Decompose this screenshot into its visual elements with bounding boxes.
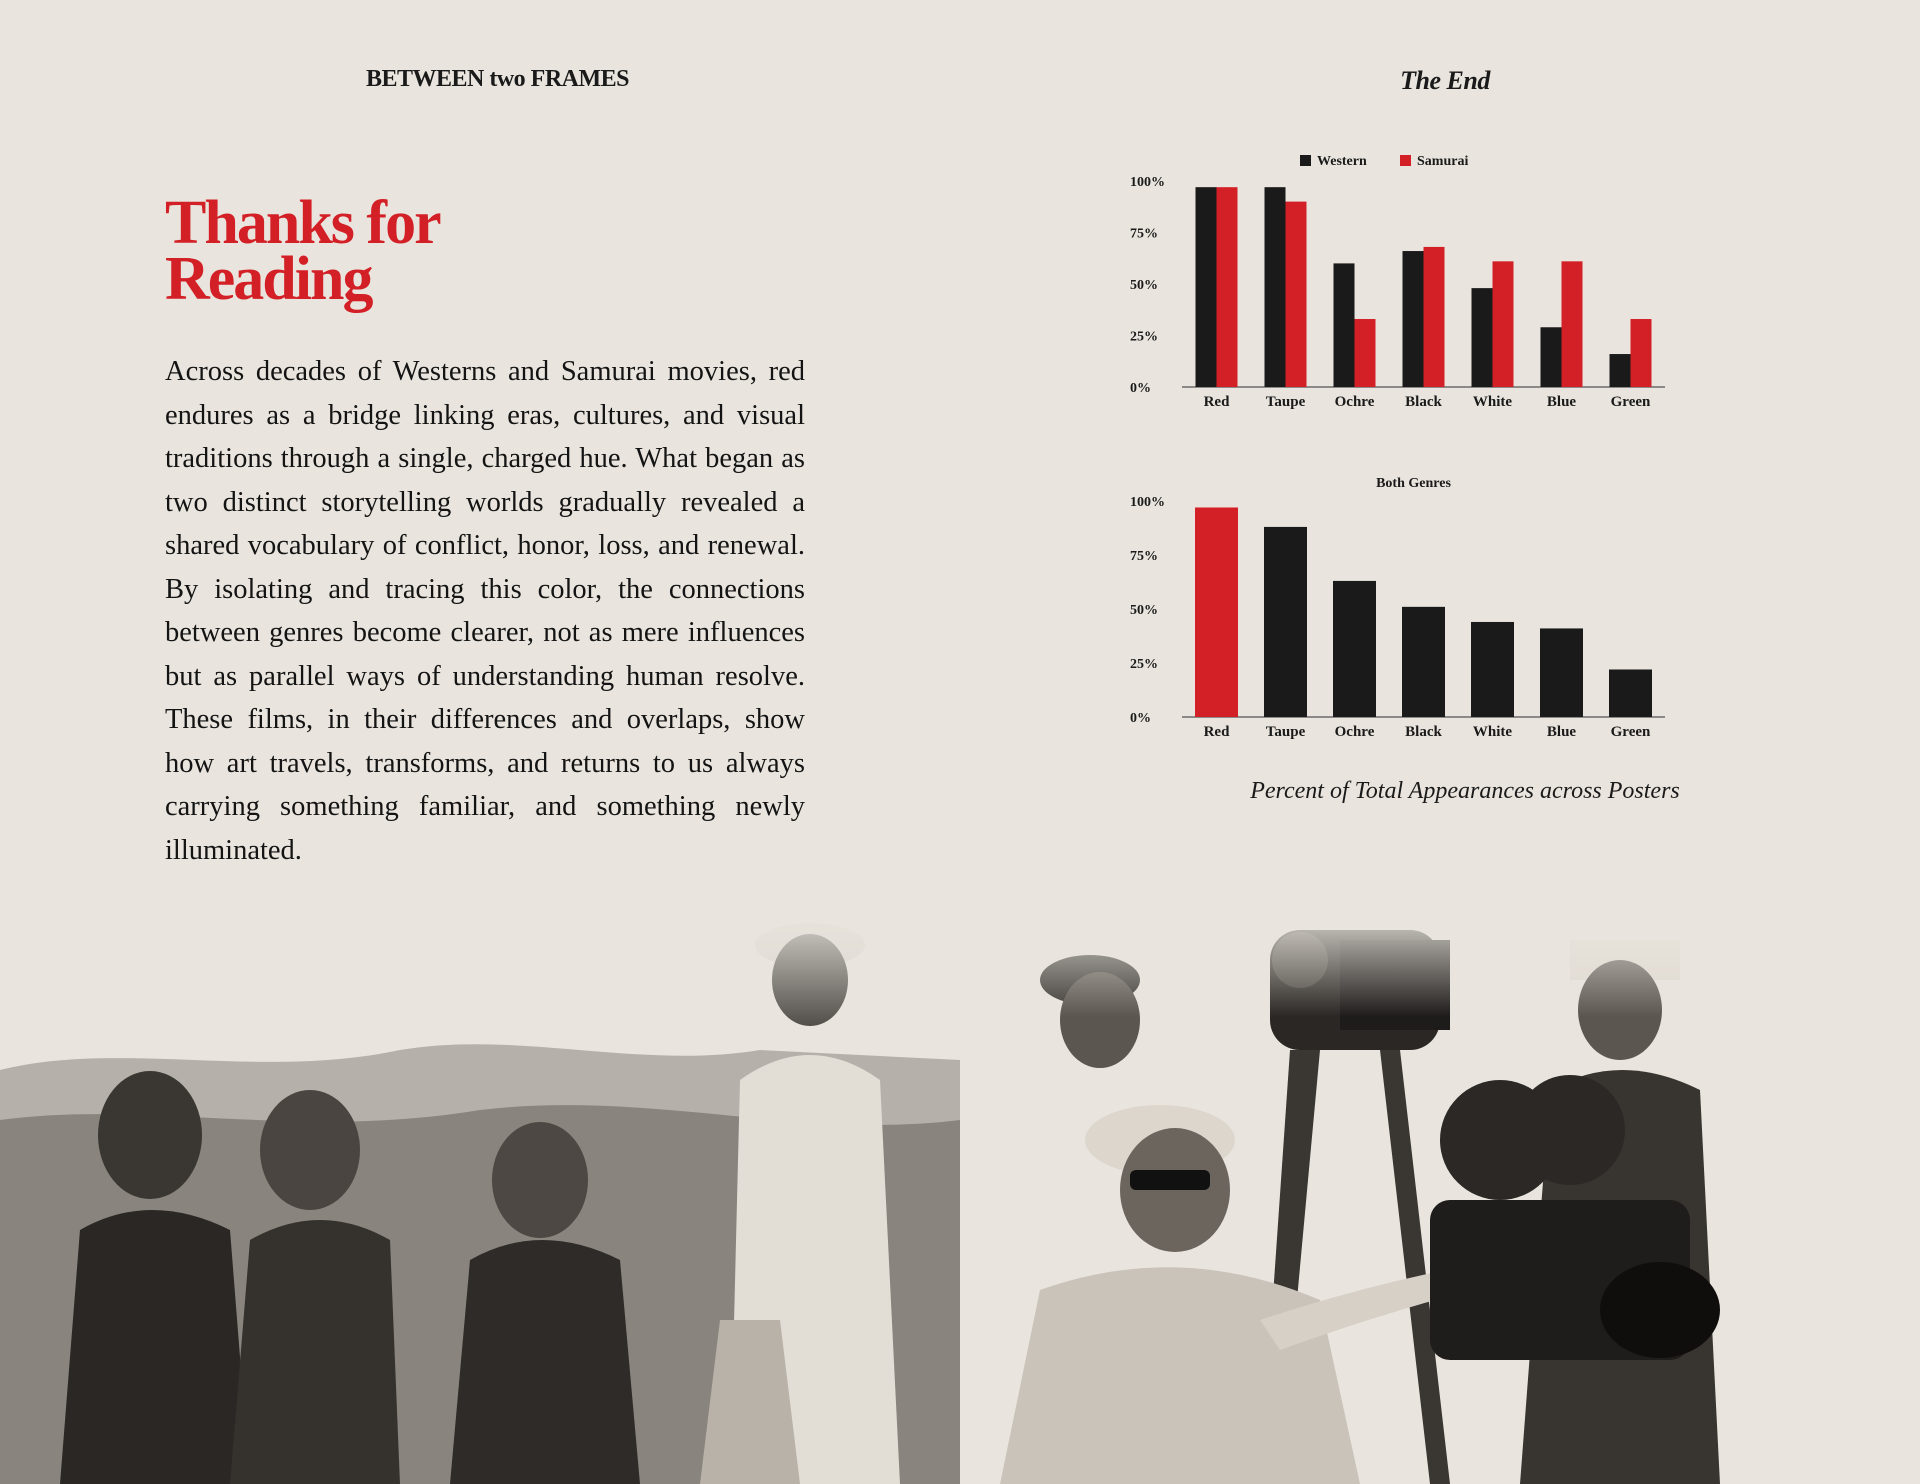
legend-swatch-samurai bbox=[1400, 155, 1411, 166]
x-tick-label: Red bbox=[1203, 394, 1230, 410]
bar-green bbox=[1609, 669, 1652, 717]
x-tick-label: Ochre bbox=[1334, 394, 1375, 410]
bar-samurai-blue bbox=[1562, 261, 1583, 387]
bar-western-green bbox=[1610, 354, 1631, 387]
x-tick-label: Ochre bbox=[1334, 724, 1375, 740]
chart-caption: Percent of Total Appearances across Posters bbox=[1250, 778, 1680, 804]
x-tick-label: Green bbox=[1610, 724, 1651, 740]
bar-samurai-taupe bbox=[1286, 202, 1307, 387]
y-tick-label: 75% bbox=[1130, 226, 1158, 242]
x-tick-label: Blue bbox=[1546, 724, 1577, 740]
right-page bbox=[960, 0, 1920, 1484]
x-tick-label: White bbox=[1472, 724, 1513, 740]
bar-white bbox=[1471, 622, 1514, 717]
y-tick-label: 25% bbox=[1130, 657, 1158, 672]
bar-samurai-black bbox=[1424, 247, 1445, 387]
bar-blue bbox=[1540, 628, 1583, 717]
film-crew-photo bbox=[960, 900, 1920, 1484]
bar-taupe bbox=[1264, 527, 1307, 717]
bar-samurai-ochre bbox=[1355, 319, 1376, 387]
bar-western-red bbox=[1196, 187, 1217, 387]
bar-western-blue bbox=[1541, 327, 1562, 387]
bar-samurai-red bbox=[1217, 187, 1238, 387]
grouped-bar-chart bbox=[1130, 145, 1690, 420]
y-tick-label: 100% bbox=[1130, 495, 1165, 510]
title-line-1: Thanks for bbox=[165, 189, 440, 257]
bar-samurai-white bbox=[1493, 261, 1514, 387]
bar-red bbox=[1195, 507, 1238, 717]
body-paragraph: Across decades of Westerns and Samurai movies, red endures as a bridge linking eras, cultures, and visual traditions through a single, charged hue. What began as two distinct storytelling worlds gradually revealed a shared vocabulary of conflict, honor, loss, and renewal. By isolating and tracing this color, the connections between genres become clearer, not as mere influences but as parallel ways of understanding human resolve. These films, in their differences and overlaps, show how art travels, transforms, and returns to us always carrying something familiar, and something newly illuminated. bbox=[165, 356, 805, 866]
chart-title: Both Genres bbox=[1376, 476, 1451, 491]
bar-samurai-green bbox=[1631, 319, 1652, 387]
y-tick-label: 0% bbox=[1130, 711, 1151, 726]
western-cast-photo bbox=[0, 900, 960, 1484]
bar-ochre bbox=[1333, 581, 1376, 717]
y-tick-label: 25% bbox=[1130, 329, 1158, 345]
legend-label-western: Western bbox=[1317, 154, 1367, 169]
y-tick-label: 50% bbox=[1130, 603, 1158, 618]
bar-western-white bbox=[1472, 288, 1493, 387]
bar-western-black bbox=[1403, 251, 1424, 387]
legend-swatch-western bbox=[1300, 155, 1311, 166]
x-tick-label: Taupe bbox=[1265, 394, 1306, 410]
bar-black bbox=[1402, 607, 1445, 717]
legend-label-samurai: Samurai bbox=[1417, 154, 1469, 169]
x-tick-label: Red bbox=[1203, 724, 1230, 740]
combined-bar-chart bbox=[1130, 465, 1690, 750]
bar-western-taupe bbox=[1265, 187, 1286, 387]
title-line-2: Reading bbox=[165, 245, 372, 313]
running-head-left: BETWEEN two FRAMES bbox=[365, 66, 630, 92]
y-tick-label: 75% bbox=[1130, 549, 1158, 564]
x-tick-label: Blue bbox=[1546, 394, 1577, 410]
x-tick-label: White bbox=[1472, 394, 1513, 410]
y-tick-label: 50% bbox=[1130, 278, 1158, 293]
running-head-right: The End bbox=[1400, 66, 1490, 95]
page-title bbox=[165, 189, 765, 313]
x-tick-label: Black bbox=[1405, 724, 1442, 740]
x-tick-label: Green bbox=[1610, 394, 1651, 410]
x-tick-label: Taupe bbox=[1265, 724, 1306, 740]
y-tick-label: 0% bbox=[1130, 381, 1151, 396]
y-tick-label: 100% bbox=[1130, 175, 1165, 190]
bar-western-ochre bbox=[1334, 263, 1355, 387]
x-tick-label: Black bbox=[1405, 394, 1442, 410]
